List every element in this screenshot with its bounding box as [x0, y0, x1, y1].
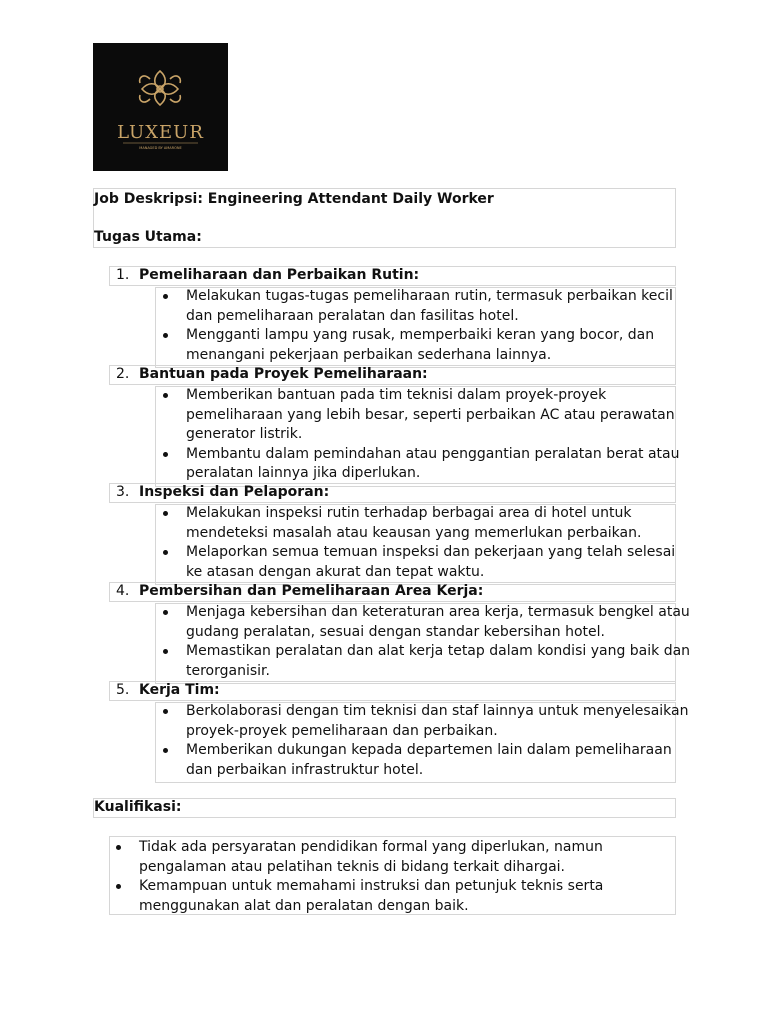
luxeur-logo — [93, 43, 228, 171]
qualification-text: Tidak ada persyaratan pendidikan formal yang diperlukan, namun — [139, 839, 603, 855]
task-number: 4. — [116, 583, 130, 599]
task-title: Pemeliharaan dan Perbaikan Rutin: — [139, 267, 420, 283]
task-bullet-text: ke atasan dengan akurat dan tepat waktu. — [186, 563, 485, 580]
bullet-dot-icon — [163, 649, 168, 654]
task-title: Kerja Tim: — [139, 682, 220, 698]
task-bullet-text: gudang peralatan, sesuai dengan standar kebersihan hotel. — [186, 623, 605, 640]
document-title: Job Deskripsi: Engineering Attendant Daily Worker — [94, 191, 494, 207]
qualifications-label: Kualifikasi: — [94, 799, 182, 815]
task-bullet-text: mendeteksi masalah atau keausan yang memerlukan perbaikan. — [186, 524, 642, 541]
ornament-icon — [93, 43, 228, 171]
qualification-text: menggunakan alat dan peralatan dengan baik. — [139, 897, 469, 914]
task-number: 1. — [116, 267, 130, 283]
logo-tagline: MANAGED BY AMARONE — [139, 146, 182, 150]
task-bullet-text: Melakukan inspeksi rutin terhadap berbagai area di hotel untuk — [186, 505, 632, 521]
bullet-dot-icon — [163, 550, 168, 555]
bullet-dot-icon — [163, 452, 168, 457]
bullet-dot-icon — [163, 748, 168, 753]
task-bullet-text: Berkolaborasi dengan tim teknisi dan staf lainnya untuk menyelesaikan — [186, 703, 689, 719]
task-bullet-text: Melaporkan semua temuan inspeksi dan pekerjaan yang telah selesai — [186, 544, 676, 560]
task-bullet-text: terorganisir. — [186, 662, 270, 679]
task-bullet-text: Memberikan dukungan kepada departemen lain dalam pemeliharaan — [186, 742, 672, 758]
task-bullet-text: Memastikan peralatan dan alat kerja tetap dalam kondisi yang baik dan — [186, 643, 691, 659]
task-number: 5. — [116, 682, 130, 698]
task-bullet-text: menangani pekerjaan perbaikan sederhana lainnya. — [186, 346, 552, 363]
task-number: 2. — [116, 366, 130, 382]
bullet-dot-icon — [116, 884, 121, 889]
qualification-text: Kemampuan untuk memahami instruksi dan petunjuk teknis serta — [139, 878, 604, 894]
task-title: Inspeksi dan Pelaporan: — [139, 484, 330, 500]
qualification-text: pengalaman atau pelatihan teknis di bidang terkait dihargai. — [139, 858, 566, 875]
bullet-dot-icon — [163, 709, 168, 714]
task-bullet-text: Menjaga kebersihan dan keteraturan area kerja, termasuk bengkel atau — [186, 604, 690, 620]
main-tasks-label: Tugas Utama: — [94, 229, 202, 245]
task-bullet-text: Mengganti lampu yang rusak, memperbaiki keran yang bocor, dan — [186, 327, 655, 343]
logo-brand: LUXEUR — [117, 122, 204, 143]
task-bullet-text: Melakukan tugas-tugas pemeliharaan rutin, termasuk perbaikan kecil — [186, 288, 673, 304]
bullet-dot-icon — [116, 845, 121, 850]
task-bullet-text: peralatan lainnya jika diperlukan. — [186, 465, 421, 481]
task-bullet-text: pemeliharaan yang lebih besar, seperti perbaikan AC atau perawatan — [186, 406, 675, 423]
task-bullet-text: dan perbaikan infrastruktur hotel. — [186, 761, 424, 778]
bullet-dot-icon — [163, 393, 168, 398]
bullet-dot-icon — [163, 610, 168, 615]
task-bullet-text: generator listrik. — [186, 426, 303, 442]
bullet-dot-icon — [163, 511, 168, 516]
task-bullet-text: Memberikan bantuan pada tim teknisi dalam proyek-proyek — [186, 387, 607, 403]
task-number: 3. — [116, 484, 130, 500]
task-title: Pembersihan dan Pemeliharaan Area Kerja: — [139, 583, 484, 599]
task-bullet-text: dan pemeliharaan peralatan dan fasilitas hotel. — [186, 307, 519, 324]
task-title: Bantuan pada Proyek Pemeliharaan: — [139, 366, 428, 382]
task-bullet-text: proyek-proyek pemeliharaan dan perbaikan. — [186, 722, 498, 739]
bullet-dot-icon — [163, 333, 168, 338]
bullet-dot-icon — [163, 294, 168, 299]
task-bullet-text: Membantu dalam pemindahan atau penggantian peralatan berat atau — [186, 445, 680, 462]
